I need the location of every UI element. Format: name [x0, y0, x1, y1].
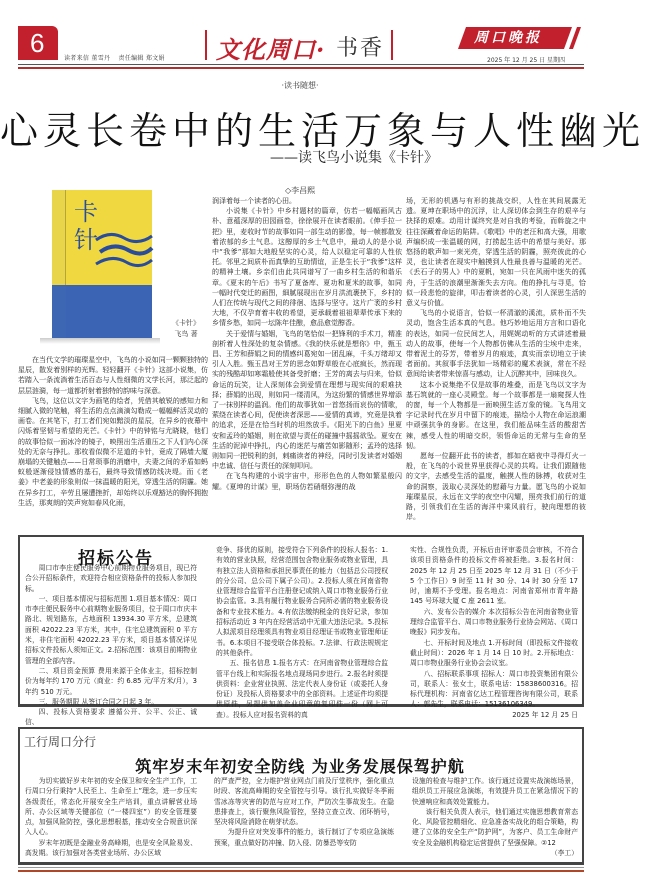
header-rule — [18, 64, 584, 65]
notice-column-1 — [25, 563, 197, 727]
book-cover-title: 卡针 — [74, 198, 98, 254]
article-headline: 心灵长卷中的生活万象与人性幽光 — [0, 109, 645, 153]
book-cover-image — [52, 190, 152, 338]
section-divider — [205, 30, 207, 60]
paragraph: 三、服务期限 从签订合同之日起 3 年。 — [38, 697, 159, 706]
paragraph: 的严查严控，全力维护营业网点门前及厅堂秩序，强化重点时段、客流高峰期的安全管控与引导。该行扎实做好冬季雨雪冰冻等灾害的防范与应对工作，严防次生事故发生。在隐患排查上，该行聚焦风险管控，坚持立查立改、闭环销号，坚决将风险消除在萌芽状态。 — [214, 777, 394, 827]
article-column-1 — [18, 355, 208, 525]
bank-column-3 — [412, 776, 578, 860]
newspaper-logo: 周口晚报 — [474, 30, 542, 46]
author-signature: （李工） — [550, 849, 578, 858]
paragraph: 飞鸟，这位以文字为画笔的绘者，凭借其敏锐的感知力和细腻入微的笔触，将生活的点点滴滴勾勒成一幅幅鲜活灵动的画卷。在其笔下，打工者们宛如黯淡的星辰，在异乡的夜幕中闪烁着坚韧与希望的光芒。《卡针》中的钟铭与尤晓晓，他们的故事恰似一面冰冷的镜子，映照出生活重压之下人们内心深处的无奈与挣扎。那枚看似微不足道的卡针，竟成了隔墙大厦崩塌的关键触点——日常琐事的消磨中，夫妻之间的矛盾如蚂蚁般逐渐侵蚀情感的基石，最终导致情感防线决堤。而《老姜》中老姜的形象则似一抹温暖的阳光，穿透生活的阴霾。她在异乡打工，辛劳且屡遭挫折，却始终以乐观豁达的胸怀拥抱生活，那爽朗的笑声宛如春风化雨， — [18, 396, 208, 507]
paragraph: 六、发布公告的媒介 本次招标公告在河南省物业管理综合监管平台、周口市物业服务行业协会网站、《周口晚报》同步发布。 — [410, 607, 578, 637]
book-spine-sea — [52, 285, 66, 338]
paragraph: 愿每一位翻开此书的读者，都如在暗夜中寻得灯火一般，在飞鸟的小说世界里获得心灵的共鸣。让我们跟随他的文字，去感受生活的温度，触摸人性的脉搏，收获对生命的洞察，汲取心灵深处的慰藉与力量。愿飞鸟的小说如璀璨星辰，永远在文学的夜空中闪耀，照亮我们前行的道路，引领我们在生活的海洋中乘风前行，驶向理想的彼岸。 — [406, 452, 586, 522]
book-caption-title: 《卡针》 — [172, 319, 200, 327]
paragraph: 小说集《卡针》中乡村题材的篇章，仿若一幅幅画风古朴、意蕴深厚的田园画卷，徐徐展开在读者眼前。《伸手拉一把》里，麦收时节的故事如同一部生动的影像，每一帧都散发着浓郁的乡土气息。这醇厚的乡土气息中，最动人的是小说中“我爹”那如大地般坚实的心灵，给人以稳定可靠的人性依托。邻里之间质朴而真挚的互助情谊，正是生长于“我爹”这样的精神土壤。乡亲们由此共同谱写了一曲乡村生活的和谐乐章。《夏末的午后》书写了夏备库、夏功和夏米的故事，如同一幅时代变迁的画图，細腻展现出在岁月洪流裹挟下，乡村的人们在传统与现代之间的徘徊、选择与坚守。这片广袤的乡村大地，不仅孕育着丰收的希望，更承载着祖祖辈辈传承下来的乡情乡愁，如同一坛陈年佳酿，愈品愈觉醇香。 — [212, 207, 402, 328]
footer-rule — [18, 867, 584, 868]
editor-credits — [64, 53, 171, 62]
paragraph: 四、投标人资格要求 遵循公开、公平、公正、诚信、 — [25, 708, 197, 727]
article-kicker: ·读书随想· — [281, 81, 319, 90]
wave-illustration-icon — [96, 230, 152, 270]
book-sea-illustration — [66, 285, 152, 338]
paragraph: 设施的检查与维护工作。该行通过设置实战演练场景，组织员工开展应急演练，有效提升员工在紧急情况下的快速响应和高效处置能力。 — [412, 777, 578, 806]
paragraph: 为提升应对突发事件的能力，该行制订了专项应急演练预案，重点做好防冲撞、防入侵、防暴恐等安防 — [214, 828, 394, 847]
notice-column-2 — [216, 545, 388, 719]
paragraph: 在当代文学的璀璨星空中，飞鸟的小说如同一颗颗独特的星辰，散发着别样的光辉。轻轻翻开《卡针》这部小说集，仿若踏入一条流淌着生活百态与人性细微的文学长河，那泛起的层层涟漪，每一道都折射着独特的韵味与深意。 — [18, 356, 208, 395]
notice-date: 2025 年 12 月 25 日 — [512, 710, 578, 719]
book-front — [66, 190, 152, 338]
bank-article-headline: 筑牢岁末年初安全防线 为业务发展保驾护航 — [135, 757, 465, 776]
paragraph: 为切实做好岁末年初的安全保卫和安全生产工作，工行周口分行秉持“人民至上、生命至上”理念，进一步压实各级责任，常态化开展安全生产培训，重点讲解营业场所、办公区域等关键部位（“一楼四室”）的安全管理要点，加强风险防控，强化思想根基，推动安全合规意识深入人心。 — [25, 777, 197, 837]
masthead — [0, 0, 600, 70]
paragraph: 关于爱情与婚姻，飞鸟的笔恰似一把锋利的手术刀，精准剖析着人性深处的复杂情感。《我的快乐就是想你》中，甄玉昌、王芳和薛娟之间的情感纠葛宛如一团乱麻，千头万绪却又引人入胜。甄玉昌对王芳的思念如野草般在心底疯长，然而现实的残酷却如寒霜般使其备受折磨；王芳的离去与归来，恰似命运的玩笑，让人深刻体会到爱情在理想与现实间的艰难抉择；薛娟的出现，则如同一缕清风，为这纷繁的情感世界增添了一抹别样的温润。他们的故事犹如一首悠扬而哀伤的情歌，萦绕在读者心间，促使读者深思——爱情的真谛，究竟是执着的追求，还是在恰当时机的坦然放手。《阳光下的白鱼》里夏安和孟玲的婚姻，则在欲望与责任的碰撞中摇摇欲坠。夏安在生活的泥淖中挣扎，内心的迷茫与痛苦如影随形；孟玲的选择则如同一把锐利的剑，刺痛读者的神经，同时引发读者对婚姻中忠诚、信任与责任的深刻叩问。 — [212, 329, 402, 471]
paragraph: 实性、合规性负责，开标后由评审委员会审核，不符合该项目资格条件的投标文件将被拒绝。3.报名时间：2025 年 12 月 25 日至 2025 年 12 月 31 日（不少于 5 个工作日）9 时至 11 时 30 分、14 时 30 分至 17 时，逾期不予受理。报名地点：河南省郑州市青年路 145 号环球大厦 C 座 2611 室。 — [410, 546, 578, 606]
book-caption — [172, 318, 200, 340]
article-subheadline: ——读飞鸟小说集《卡针》 — [270, 150, 438, 166]
article-column-2 — [212, 196, 402, 521]
paragraph: 竞争、择优的原则，接受符合下列条件的投标人报名：1.有效的营业执照，经营范围包含物业服务或物业管理，具有独立法人资格和承担民事责任的能力（包括总公司授权的分公司、总公司下属子公司）。2.投标人须在河南省物业管理综合监管平台注册登记或纳入周口市物业服务行业协会监管。3.具有履行物业服务合同所必需的物业服务设备和专业技术能力。4.有依法缴纳税金的良好记录，参加招标活动近 3 年内在经营活动中无重大违法记录。5.投标人拟派项目经理须具有物业项目经理证书或物业管理师证书。6.本项目不接受联合体投标。7.法律、行政法规规定的其他条件。 — [216, 546, 388, 657]
paragraph: 五、报名信息 1.报名方式：在河南省物业管理综合监管平台线上和实际报名地点现场同步进行。2.报名时须提供资料：企业营业执照、法定代表人身份证（或委托人身份证）及投标人资格要求中的全部资料。上述证件均须提供原件，另提供加盖企业印章的复印件一份（网上可查）。投标人应对报名资料的真 — [216, 659, 388, 719]
notice-column-3 — [410, 545, 578, 719]
header-rule-accent — [18, 67, 584, 69]
bank-column-2 — [214, 776, 394, 860]
tender-notice-title: 招标公告 — [78, 549, 154, 569]
paragraph-text: 该行相关负责人表示，他们通过实施思想教育常态化、风险管控精细化、应急准备实战化的组合策略，构建了立体的安全生产“防护网”，为客户、员工生命财产安全及金融机构稳定运营提供了坚强保障。②12 — [412, 807, 578, 847]
paragraph: 一、项目基本情况与招标范围 1.项目基本情况：周口市李庄便民服务中心前期物业服务项目，位于周口市庆丰路北、规划路东，占地面积 13934.30 平方米，总建筑面积 42022.23 平方米，其中，住宅总建筑面积 0 平方米，非住宅面积 42022.23 平方米，项目基本情况详见招标文件投标人须知正文。2.招标范围：该项目前期物业管理的全部内容。 — [25, 594, 197, 665]
paragraph: 这本小说集绝不仅是故事的堆叠，而是飞鸟以文字为基石筑就的一座心灵殿堂。每一个故事都是一扇窥探人性的窗，每一个人物都是一面映照生活万象的镜。飞鸟用文字记录时代在岁月中留下的痕迹，描绘小人物在命运浪潮中顽强抗争的身影。在这里，我们能品味生活的酸甜苦辣，感受人性的明暗交织，领悟命运的无常与生命的坚韧。 — [406, 380, 586, 450]
bank-column-1 — [25, 776, 197, 860]
footer-rule-accent — [18, 870, 584, 872]
paragraph: 场，无形的机遇与有形的挑战交织，人性在其间展露无遗。夏坤在职场中的沉浮，让人深切体会到生存的艰辛与抉择的艰难。动用计谋终究是对自我的考验，而斡旋之中往往深藏着命运的陷阱。《歌唱》中的老汪和高大强，用歌声编织成一张温暖的网，打捞起生活中的希望与美好。那悠扬的歌声如一束光亮，穿透生活的阴霾，照亮彼此的心灵，也让读者在现实中触摸到人性最良善与温暖的光芒。《丢石子的男人》中的夏帆，宛如一只在风雨中迷失的孤舟，于生活的浪潮里渐渐失去方向。他的挣扎与寻觅，恰似一段悲怆的旋律，叩击着读者的心灵，引人深思生活的意义与价值。 — [406, 197, 586, 308]
section-subtitle: 书香 — [336, 36, 385, 61]
paragraph: 岁末年初既是金融业务高峰期，也是安全风险易发、高发期。该行加强对各类营业场所、办公区域 — [25, 838, 197, 858]
paragraph: 周口市李庄便民服务中心前期物业服务项目，现已符合公开招标条件，欢迎符合相应资格条件的投标人参加投标。 — [25, 564, 197, 593]
issue-date: 2025 年 12 月 25 日 星期四 — [487, 57, 565, 64]
editor-credit: 责任编辑 郑文娟 — [118, 55, 165, 62]
book-caption-author: 飞鸟 著 — [174, 330, 198, 338]
book-shadow — [40, 338, 160, 344]
paragraph: 润泽着每一个读者的心田。 — [212, 197, 296, 205]
editor-credit: 读者来信 董雪丹 — [64, 55, 111, 62]
paragraph: 七、开标时间及地点 1.开标时间（即投标文件接收截止时间）：2026 年 1 月 14 日 10 时。2.开标地点：周口市物业服务行业协会会议室。 — [410, 638, 578, 668]
paragraph: 八、招标联系事项 招标人：周口市投资集团有限公司，联系人：张女士，联系电话：15838600316。招标代理机构：河南省亿达工程管理咨询有限公司，联系人：郭先生，联系电话：15136106349。 — [410, 669, 578, 709]
bank-article-source: 工行周口分行 — [24, 735, 97, 749]
paragraph: 二、项目资金预算 费用来源于全体业主，招标控制价为每年约 170 万元（商业：约 6.85 元/平方米/月），3 年约 510 万元。 — [25, 666, 197, 696]
article-column-3 — [406, 196, 586, 521]
paragraph — [412, 807, 578, 858]
page-number: 6 — [18, 26, 58, 60]
section-divider — [391, 30, 393, 60]
paragraph: 在飞鸟构建的小说宇宙中，形形色色的人物如繁星般闪耀。《夏坤的计谋》里，职场仿若硝烟弥漫的战 — [212, 472, 402, 491]
article-byline: ◇李昌熙 — [285, 186, 316, 195]
paragraph: 飞鸟的小说语言，恰似一杯清澈的溪流，质朴而不失灵动，饱含生活本真的气息。他巧妙地运用方言和口语化的表达，如同一位民间艺人，用娓娓动听的方式讲述着最动人的故事，使每一个人物都仿佛从生活的尘埃中走来，带着泥土的芬芳，带着岁月的痕迹，真实而亲切地立于读者面前。其叙事手法犹如一场精彩的魔术表演，常在不经意间给读者带来惊喜与感动，让人沉醉其中，回味良久。 — [406, 309, 586, 379]
section-title: 文化周口· — [216, 35, 326, 64]
